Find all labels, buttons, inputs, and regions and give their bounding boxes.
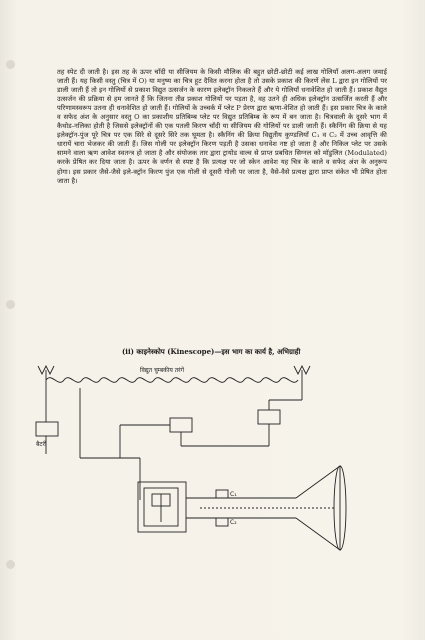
receiver-box-upper [170, 418, 192, 432]
kinescope-base [138, 482, 186, 532]
section-heading: (ii) काइनेस्कोप (Kinescope)—इस भाग का कार्य है, अभिग्राही [122, 347, 301, 356]
battery-label: बैटरी [36, 441, 47, 448]
punch-hole-mark [6, 300, 15, 309]
punch-hole-mark [6, 60, 15, 69]
deflection-plate-c2 [216, 518, 228, 526]
c1-label: C₁ [230, 491, 237, 498]
c2-label: C₂ [230, 519, 237, 526]
battery-box [36, 422, 58, 436]
body-paragraph [57, 68, 387, 186]
kinescope-diagram [20, 362, 400, 562]
punch-hole-mark [6, 560, 15, 569]
deflection-plate-c1 [216, 490, 228, 498]
receiver-box-right [258, 410, 280, 424]
electromagnetic-wave-coil [46, 378, 298, 383]
paragraph-text: तह स्पेट दी जाती है। इस तह के ऊपर चाँदी या सीजियम के किसी मौलिक की बहुत छोटी-छोटी कई लाख गोलियाँ अलग-अलग जमाई जाती हैं। यह किसी वस्तु (चित्र में O) या मनुष्य का चित्र हूट दैवित करना होता है तो उसके प्रकाश की किरणें लेंस L द्वारा इन गोलियों पर डाली जाती हैं तो इन गोलियों से प्रकाश विद्युत उत्सर्जन के कारण इलेक्ट्रॉन निकलते हैं और ये गोलियाँ धनावेशित हो जाती हैं। प्रकाश वैद्युत उत्सर्जन की प्रक्रिया से हम जानते हैं कि जितना तीव्र प्रकाश गोलियों पर पड़ता है, वह उतने ही अधिक इलेक्ट्रॉन उत्सर्जित करती हैं और परिणामस्वरूप उतना ही धनावेशित हो जाती हैं। गोलियों के उच्चर्क में प्लेट P प्रेरण द्वारा ऋणा-वेशित हो जाती हैं। इस प्रकार चित्र के काले व सफेद अंश के अनुसार वस्तु O का प्रकाशीय प्रतिबिम्ब प्लेट पर विद्युत प्रतिबिम्ब के रूप में बन जाता है। चित्रवाली के दूसरे भाग में कैथोड-नलिका होती है जिससे इलेक्ट्रॉनों की एक पतली किरण चाँदी या सीजियम की गोलियों पर डाली जाती हैं। स्कैनिंग की क्रिया से यह इलेक्ट्रॉन-पुंज पूरे चित्र पर एक सिरे से दूसरे सिरे तक घूमता है। स्कैनिंग की क्रिया विद्युतीय कुण्डलियाँ C₁ व C₂ में उच्च आवृत्ति की धारायें चारा भेजकर की जाती हैं। जिस गोली पर इलेक्ट्रॉन किरण पड़ती है उसका धनावेश नष्ट हो जाता है और निकिल प्लेट पर उसके सामने वाला ऋण आवेश स्वतन्त्र हो जाता है और संयोजक तार द्वारा ट्रायोड वाल्व से प्राप्त प्रबधित सिग्नल को मॉडुलित (Modulated) करके प्रेषित कर दिया जाता है। ऊपर के वर्णन से स्पष्ट है कि प्रत्यक्ष पर जो स्केन आवेश यह चित्र के काले व सफेद अंश के अनुरूप होगा। इस प्रकार जैसे-जैसे इले-क्ट्रॉन किरण पुंज एक गोली से दूसरी गोली पर जाता है, वैसे-वैसे प्रत्यक्ष द्वारा प्राप्त संकेत भी प्रेषित होता जाता है। [57, 68, 387, 185]
kinescope-diagram-svg [20, 362, 400, 562]
coil-label: विद्युत चुम्बकीय तरंगें [140, 367, 184, 374]
